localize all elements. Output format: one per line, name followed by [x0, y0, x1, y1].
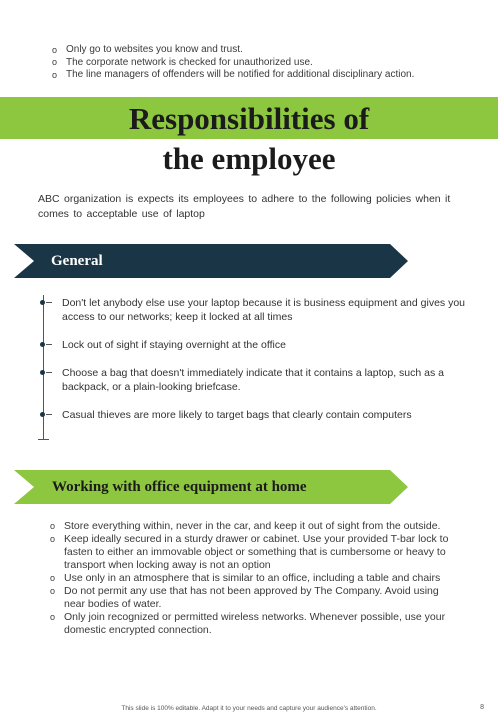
list-item — [62, 366, 472, 394]
page-number: 8 — [480, 704, 484, 711]
connector-dash — [46, 344, 52, 345]
bullet-dot-icon — [40, 342, 45, 347]
bullet-dot-icon — [40, 412, 45, 417]
list-item: o The corporate network is checked for unauthorized use. — [52, 57, 472, 70]
bullet-dot-icon — [40, 300, 45, 305]
list-item: o Do not permit any use that has not been approved by The Company. Avoid using near bodies of water. — [50, 585, 450, 611]
general-section-header — [14, 244, 408, 278]
list-item: o The line managers of offenders will be notified for additional disciplinary action. — [52, 69, 472, 82]
working-section-header — [14, 470, 408, 504]
connector-dash — [46, 372, 52, 373]
timeline-end — [38, 439, 49, 440]
timeline-line — [43, 295, 44, 439]
list-item — [62, 408, 472, 422]
list-item: o Keep ideally secured in a sturdy drawer or cabinet. Use your provided T-bar lock to fasten to either an immovable object or something that is cumbersome or heavy to transport when locking away is not an option — [50, 533, 450, 572]
intro-paragraph: ABC organization is expects its employees to adhere to the following policies when it comes to acceptable use of laptop — [38, 193, 451, 220]
list-item-text: Choose a bag that doesn't immediately indicate that it contains a laptop, such as a backpack, or a plain-looking briefcase. — [62, 367, 444, 393]
list-item-text: Lock out of sight if staying overnight at the office — [62, 339, 286, 351]
footer-note: This slide is 100% editable. Adapt it to your needs and capture your audience's attention. — [121, 705, 377, 712]
working-list — [50, 520, 450, 637]
title-line-2: the employee — [162, 141, 336, 176]
list-item-text: Casual thieves are more likely to target bags that clearly contain computers — [62, 409, 412, 421]
title-line-1: Responsibilities of — [128, 101, 370, 136]
general-list — [62, 296, 472, 436]
list-item — [62, 296, 472, 324]
page-title — [0, 99, 498, 179]
list-item: o Only join recognized or permitted wireless networks. Whenever possible, use your domestic encrypted connection. — [50, 611, 450, 637]
list-item: o Only go to websites you know and trust. — [52, 44, 472, 57]
connector-dash — [46, 414, 52, 415]
general-heading: General — [51, 253, 103, 269]
list-item — [62, 338, 472, 352]
working-heading: Working with office equipment at home — [52, 479, 307, 495]
top-bullet-list — [52, 44, 472, 82]
connector-dash — [46, 302, 52, 303]
list-item: o Use only in an atmosphere that is similar to an office, including a table and chairs — [50, 572, 450, 585]
list-item-text: Don't let anybody else use your laptop because it is business equipment and gives you access to our networks; keep it locked at all times — [62, 297, 466, 323]
bullet-dot-icon — [40, 370, 45, 375]
list-item: o Store everything within, never in the car, and keep it out of sight from the outside. — [50, 520, 450, 533]
